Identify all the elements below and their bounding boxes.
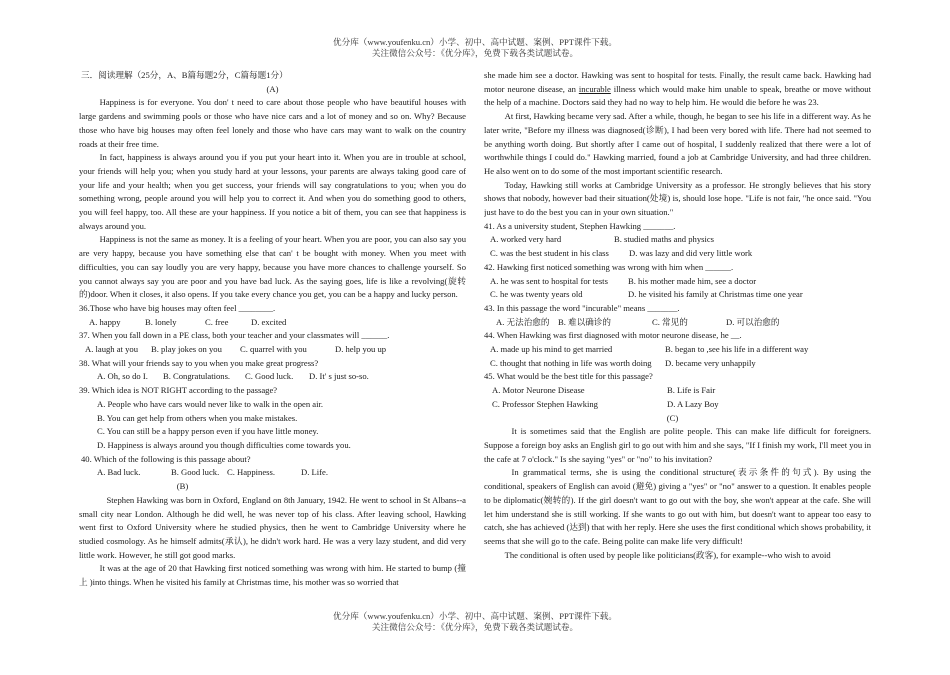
question-42: 42. Hawking first noticed something was wrong with him when ______. xyxy=(484,261,734,272)
question-44: 44. When Hawking was first diagnosed with motor neurone disease, he __. xyxy=(484,330,742,341)
text-run: she made him see a doctor. Hawking was sent to hospital for tests. Finally, the result came back. Hawking had motor neurone disease, an xyxy=(484,70,871,94)
question-43: 43. In this passage the word "incurable" means _______. xyxy=(484,302,680,313)
question-37: 37. When you fall down in a PE class, both your teacher and your classmates will ______. xyxy=(79,330,390,341)
left-column xyxy=(79,69,466,607)
passage-c-paragraph-2: In grammatical terms, she is using the conditional structure(表示条件的句式). By using the conditional, speakers of English can avoid (避免) giving a "yes" or "no" answer to a question. It enables people to be diplomatic(婉转的). If the girl doesn't want to go out with the boy, she won't appear at the cafe. She will let him understand she is still working. If she wants to go out with him, but doesn't want to appear too easy to catch, she has achieved (达到) that with her reply. Here she uses the first conditional which shows probability, it seems that she will go to the cafe. Being polite can make life very difficult! xyxy=(484,467,871,546)
option: B. 难以确诊的 xyxy=(558,316,611,327)
option: D. A Lazy Boy xyxy=(667,398,719,409)
underlined-word: incurable xyxy=(578,83,611,94)
option: C. quarrel with you xyxy=(240,344,307,355)
footer-line-2: 关注微信公众号：《优分库》，免费下载各类试题试卷。 xyxy=(371,622,579,632)
option: D. Happiness is always around you though difficulties come towards you. xyxy=(97,439,351,450)
option: C. Professor Stephen Hawking xyxy=(492,398,598,409)
passage-b-label: (B) xyxy=(176,481,189,492)
passage-b-paragraph-2: It was at the age of 20 that Hawking first noticed something was wrong with him. He started to bump (撞上 )into things. When he visited his family at Christmas time, his mother was so worried that xyxy=(79,563,466,588)
question-41: 41. As a university student, Stephen Hawking _______. xyxy=(484,220,676,231)
option: B. Good luck. xyxy=(171,467,220,478)
option: C. free xyxy=(205,316,229,327)
question-41-options xyxy=(484,233,871,260)
right-column xyxy=(484,69,871,607)
question-36: 36.Those who have big houses may often feel ________. xyxy=(79,302,276,313)
question-39: 39. Which idea is NOT RIGHT according to the passage? xyxy=(79,385,278,396)
option: A. 无法治愈的 xyxy=(496,316,550,327)
passage-c-paragraph-3: The conditional is often used by people like politicians(政客), for example--who wish to avoid xyxy=(504,549,831,560)
option: A. Bad luck. xyxy=(97,467,141,478)
page-footer xyxy=(0,611,950,633)
question-44-options xyxy=(484,343,871,370)
passage-b-paragraph-4: Today, Hawking still works at Cambridge University as a professor. He strongly believes that his story shows that nobody, however bad their situation(处境) is, should lose hope. "Life is not fair, "he once said. "You just have to do the best you can in your own situation." xyxy=(484,179,871,218)
option: A. laugh at you xyxy=(85,344,138,355)
question-36-options xyxy=(79,316,466,330)
option: A. happy xyxy=(89,316,121,327)
section-title: 三．阅读理解（25分，A、B篇每题2分，C篇每题1分） xyxy=(81,70,288,80)
passage-b-paragraph-1: Stephen Hawking was born in Oxford, England on 8th January, 1942. He went to school in St Albans--a small city near London. Although he did well, he was never top of his class. After leaving school, Hawking went first to Oxford University where he studied physics, then he went to Cambridge University where he studied cosmology. As he himself admits(承认), he didn't work hard. He was a very lazy student, and did very little work. However, he still got good marks. xyxy=(79,494,466,560)
page-header xyxy=(0,37,950,59)
question-40: 40. Which of the following is this passage about? xyxy=(81,453,251,464)
question-40-options xyxy=(79,466,466,480)
option: B. Life is Fair xyxy=(667,385,716,396)
option: D. was lazy and did very little work xyxy=(629,248,753,259)
question-38: 38. What will your friends say to you when you make great progress? xyxy=(79,357,319,368)
option: C. thought that nothing in life was worth doing xyxy=(490,357,652,368)
header-line-2: 关注微信公众号：《优分库》，免费下载各类试题试卷。 xyxy=(371,48,579,58)
question-45: 45. What would be the best title for this passage? xyxy=(484,371,653,382)
option: A. People who have cars would never like to walk in the open air. xyxy=(97,398,324,409)
option: B. lonely xyxy=(145,316,177,327)
option: B. Congratulations. xyxy=(163,371,231,382)
option: C. Happiness. xyxy=(227,467,275,478)
option: C. Good luck. xyxy=(245,371,294,382)
question-43-options xyxy=(484,316,871,330)
option: D. excited xyxy=(251,316,287,327)
passage-b-paragraph-3: At first, Hawking became very sad. After a while, though, he began to see his life in a different way. As he later write, "Before my illness was diagnosed(诊断), I had been very bored with life. There had not seemed to be anything worth doing. But shortly after I came out of hospital, I suddenly realized that there were a lot of worthwhile things I could do." Hawking married, found a job at Cambridge University, and had three children. He also went on to do some of the most important scientific research. xyxy=(484,111,871,176)
header-line-1: 优分库（www.youfenku.cn）小学、初中、高中试题、案例、PPT课件下载。 xyxy=(333,37,617,47)
question-45-options xyxy=(484,384,871,411)
passage-a-paragraph-2: In fact, happiness is always around you if you put your heart into it. When you are in trouble at school, your friends will help you; when you study hard at your lessons, your parents are always taking good care of your life and your health; when you get success, your friends will say congratulations to you; when you do something wrong, people around you will help you to correct it. And when you do something good to others, you will feel happy, too. All these are your happiness. If you notice a bit of them, you can see that happiness is always around you. xyxy=(79,152,466,231)
option: B. began to ,see his life in a different way xyxy=(665,344,809,355)
passage-c-label: (C) xyxy=(666,412,679,423)
option: B. play jokes on you xyxy=(151,344,222,355)
option: C. You can still be a happy person even if you have little money. xyxy=(97,426,319,437)
option: C. was the best student in his class xyxy=(490,248,609,259)
text-run: illness which would make him unable to speak, breathe or move without the help of a machine. Doctors said they had no way to help him. He would die before he was 23. xyxy=(484,83,871,108)
option: C. he was twenty years old xyxy=(490,289,583,300)
option: D. help you up xyxy=(335,344,387,355)
passage-a-label: (A) xyxy=(266,83,279,94)
option: D. became very unhappily xyxy=(665,357,756,368)
footer-line-1: 优分库（www.youfenku.cn）小学、初中、高中试题、案例、PPT课件下载。 xyxy=(333,611,617,621)
question-42-options xyxy=(484,275,871,302)
question-38-options xyxy=(79,370,466,384)
question-39-options xyxy=(79,398,466,453)
option: D. It' s just so-so. xyxy=(309,371,369,382)
passage-c-paragraph-1: It is sometimes said that the English are polite people. This can make life difficult for foreigners. Suppose a foreign boy asks an English girl to go out with him and she says, "If I finish my work, I'll meet you in the cafe at 7 o'clock." Is she saying "yes" or "no" to his invitation? xyxy=(484,426,871,464)
option: A. worked very hard xyxy=(490,234,562,245)
option: B. studied maths and physics xyxy=(614,234,715,245)
option: A. Oh, so do I. xyxy=(97,371,148,382)
option: D. he visited his family at Christmas time one year xyxy=(628,289,803,300)
option: D. 可以治愈的 xyxy=(726,316,780,327)
passage-a-paragraph-3: Happiness is not the same as money. It is a feeling of your heart. When you are poor, you can also say you are very happy, because you have something else that can' t be bought with money. When you meet with difficulties, you can say loudly you are very happy, because you have more chances to challenge yourself. So you cannot always say you are poor and you have bad luck. As the saying goes, life is like a revolving(旋转的)door. When it closes, it also opens. If you take every chance you get, you can be a happy and lucky person. xyxy=(79,234,466,300)
passage-a-paragraph-1: Happiness is for everyone. You don' t need to care about those people who have beautiful houses with large gardens and swimming pools or those who have nice cars and a lot of money and so on. Why? Because those who have big houses may often feel lonely and those who have cars may want to walk on the country roads at their free time. xyxy=(79,97,466,149)
option: A. he was sent to hospital for tests xyxy=(490,275,608,286)
passage-b-paragraph-2-continued xyxy=(484,69,871,110)
option: C. 常见的 xyxy=(652,316,688,327)
option: B. his mother made him, see a doctor xyxy=(628,275,757,286)
option: A. made up his mind to get married xyxy=(490,344,613,355)
option: B. You can get help from others when you make mistakes. xyxy=(97,412,298,423)
option: D. Life. xyxy=(301,467,328,478)
option: A. Motor Neurone Disease xyxy=(492,385,585,396)
question-37-options xyxy=(79,343,466,357)
